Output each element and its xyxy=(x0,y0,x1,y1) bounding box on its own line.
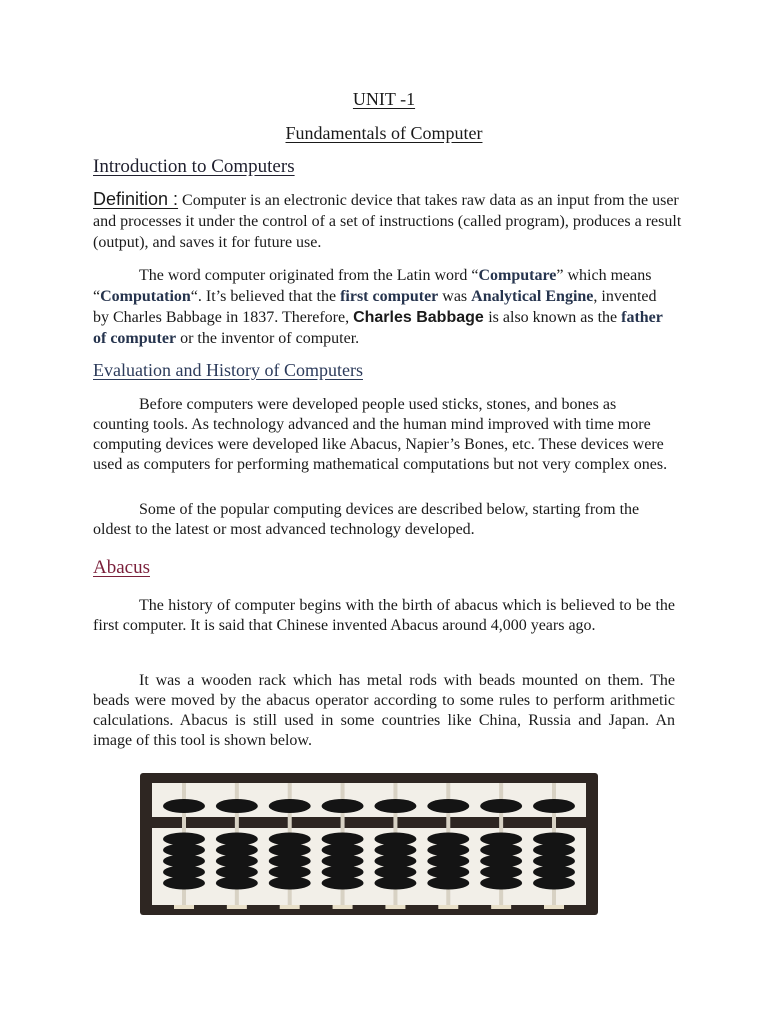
abacus-image xyxy=(140,773,598,915)
abacus-lower-bead xyxy=(533,877,575,890)
evaluation-heading: Evaluation and History of Computers xyxy=(93,360,363,380)
history-paragraph xyxy=(93,596,675,636)
abacus-lower-bead xyxy=(480,877,522,890)
abacus-rod-cap xyxy=(438,905,458,909)
abacus-divider-beam xyxy=(152,817,586,828)
intro-heading: Introduction to Computers xyxy=(93,156,295,177)
term-analytical-engine: Analytical Engine xyxy=(471,288,594,305)
before-text: Before computers were developed people used sticks, stones, and bones as counting tools. As technology advanced and the human mind improved with time more computing devices were developed like Abacus, Napier’s Bones, etc. These devices were used as computers for performing mathematical computations but not very complex ones. xyxy=(93,396,668,473)
origin-text-5: , invented by Charles Babbage in 1837. Therefore, xyxy=(93,288,657,326)
history-text: The history of computer begins with the birth of abacus which is believed to be the first computer. It is said that Chinese invented Abacus around 4,000 years ago. xyxy=(93,597,675,634)
origin-text-3: “. It’s believed that the xyxy=(190,288,341,305)
abacus-rod-cap xyxy=(385,905,405,909)
abacus-rod-cap xyxy=(544,905,564,909)
popular-text: Some of the popular computing devices are described below, starting from the oldest to the latest or most advanced technology developed. xyxy=(93,501,640,538)
unit-title: UNIT -1 xyxy=(352,89,416,109)
term-first-computer: first computer xyxy=(340,288,439,305)
abacus-rod-cap xyxy=(280,905,300,909)
abacus-lower-bead xyxy=(427,877,469,890)
origin-text-6: is also known as the xyxy=(488,309,622,326)
abacus-lower-bead xyxy=(163,877,205,890)
abacus-lower-bead xyxy=(322,877,364,890)
abacus-inner xyxy=(152,783,586,905)
abacus-upper-bead xyxy=(216,799,258,813)
abacus-heading: Abacus xyxy=(93,557,150,578)
before-paragraph xyxy=(93,395,675,475)
origin-paragraph xyxy=(93,265,675,349)
abacus-upper-bead xyxy=(322,799,364,813)
rack-paragraph xyxy=(93,671,675,751)
origin-text-1: The word computer originated from the Latin word “ xyxy=(139,267,479,284)
popular-paragraph xyxy=(93,500,675,540)
abacus-rod-cap xyxy=(227,905,247,909)
document-subtitle: Fundamentals of Computer xyxy=(285,123,483,143)
abacus-rod-cap xyxy=(174,905,194,909)
definition-text: Computer is an electronic device that takes raw data as an input from the user and processes it under the control of a set of instructions (called program), produces a result (output), and saves it for future use. xyxy=(93,192,682,251)
abacus-upper-bead xyxy=(480,799,522,813)
abacus-upper-bead xyxy=(163,799,205,813)
term-computare: Computare xyxy=(478,267,557,284)
origin-text-7: or the inventor of computer. xyxy=(176,330,360,347)
abacus-upper-bead xyxy=(269,799,311,813)
term-computation: Computation xyxy=(100,288,191,305)
origin-text-4: was xyxy=(438,288,472,305)
abacus-lower-bead xyxy=(374,877,416,890)
term-father-of-computer: father of computer xyxy=(93,309,663,347)
abacus-upper-bead xyxy=(374,799,416,813)
abacus-lower-bead xyxy=(216,877,258,890)
abacus-upper-bead xyxy=(427,799,469,813)
definition-label: Definition : xyxy=(93,189,179,209)
abacus-upper-bead xyxy=(533,799,575,813)
abacus-lower-bead xyxy=(269,877,311,890)
origin-text-2: ” which means “ xyxy=(93,267,652,305)
abacus-rod-cap xyxy=(333,905,353,909)
rack-text: It was a wooden rack which has metal rods with beads mounted on them. The beads were moved by the abacus operator according to some rules to perform arithmetic calculations. Abacus is still used in some countries like China, Russia and Japan. An image of this tool is shown below. xyxy=(93,672,675,749)
definition-paragraph xyxy=(93,189,683,253)
term-charles-babbage: Charles Babbage xyxy=(353,309,489,326)
abacus-rod-cap xyxy=(491,905,511,909)
